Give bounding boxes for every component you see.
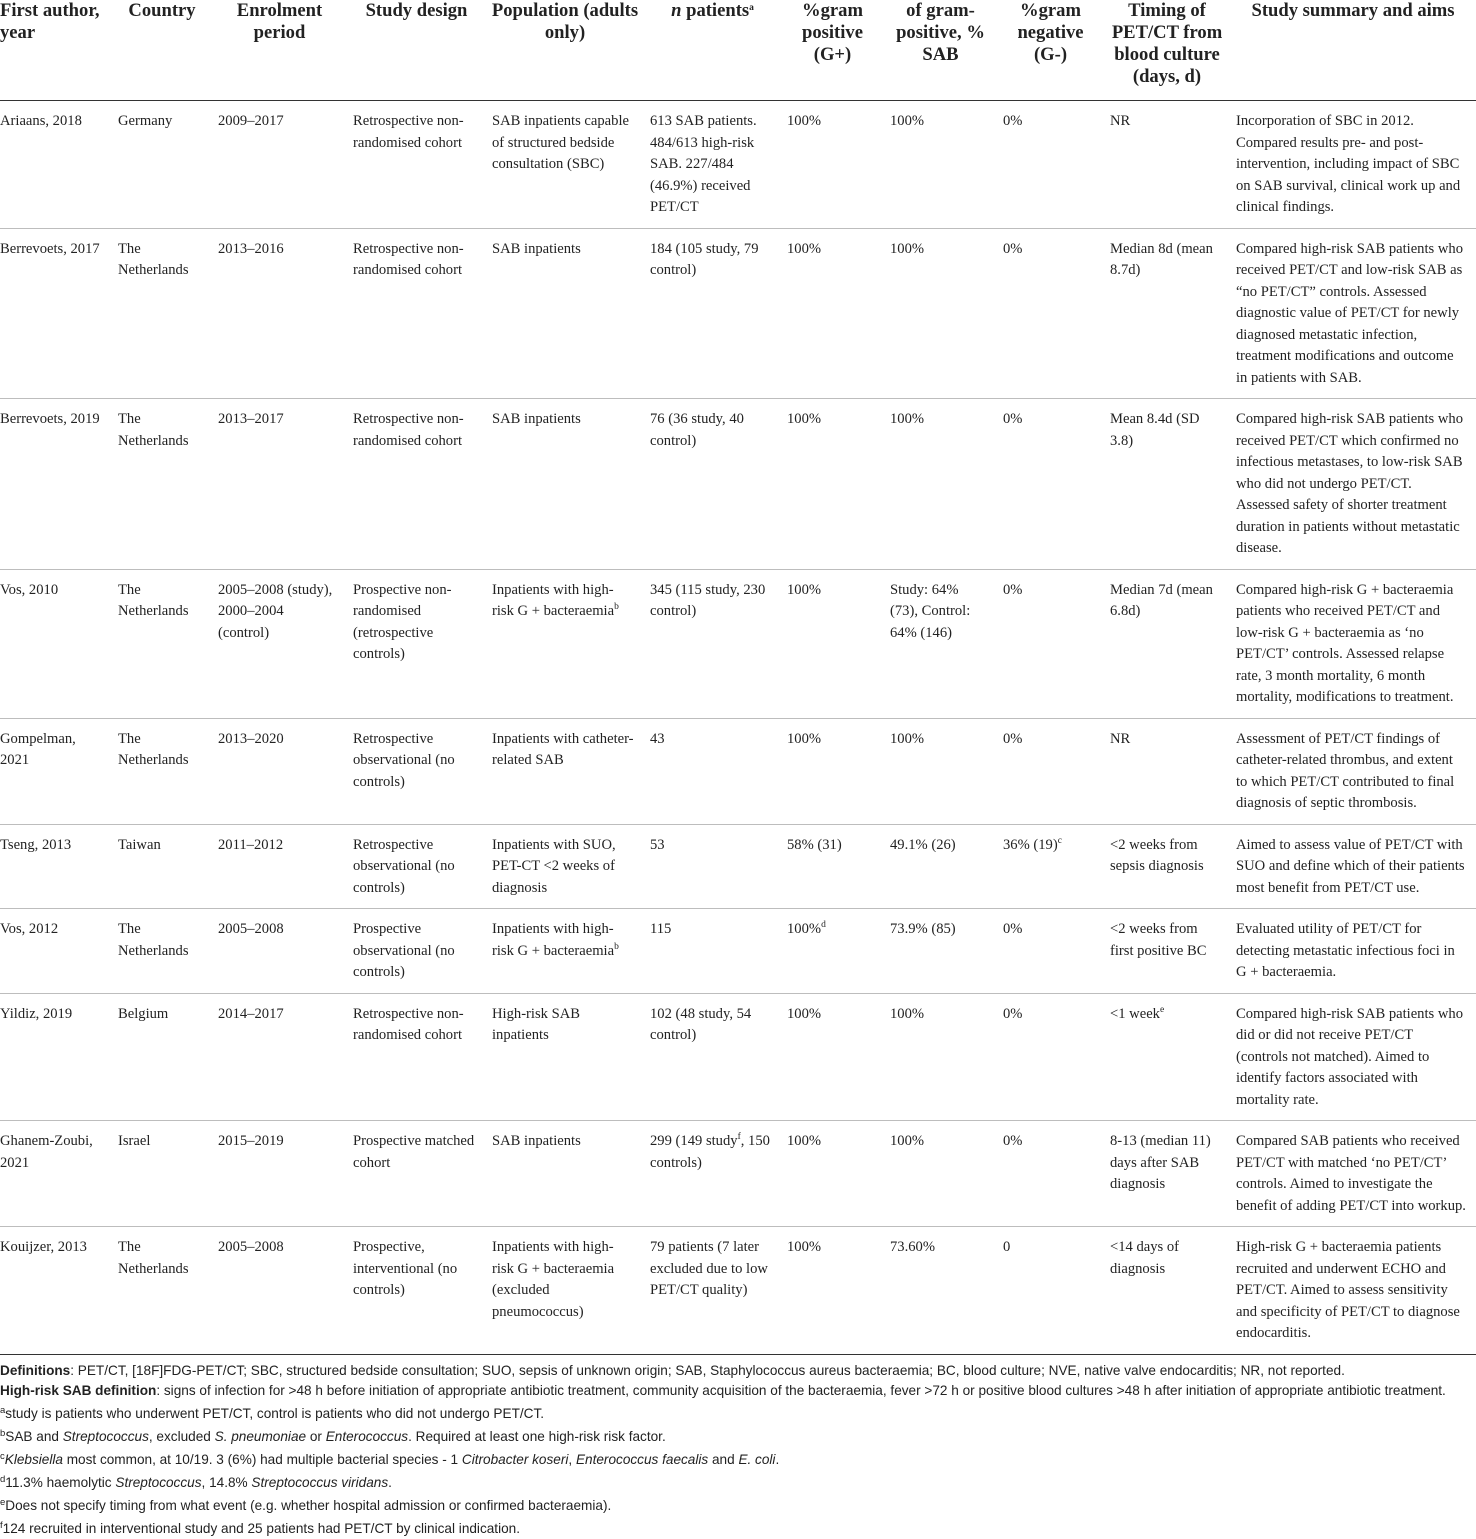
cell-gram-negative xyxy=(997,909,1104,994)
cell-summary xyxy=(1230,101,1476,229)
cell-gram-negative xyxy=(997,824,1104,909)
summary-text: Compared high-risk SAB patients who did or did not receive PET/CT (controls not matched). Aimed to identify factors associated with mortality rate. xyxy=(1236,1005,1463,1108)
cell-gram-positive xyxy=(781,993,884,1121)
cell-country xyxy=(112,1227,212,1355)
cell-gram-negative xyxy=(997,569,1104,718)
country-text: The Netherlands xyxy=(118,730,189,768)
gram-negative-text: 0% xyxy=(1003,921,1023,937)
header-country: Country xyxy=(112,0,212,101)
country-text: Germany xyxy=(118,113,173,129)
footnote-d-text: 11.3% haemolytic xyxy=(5,1474,116,1490)
author-text: Ghanem-Zoubi, 2021 xyxy=(0,1133,93,1171)
cell-gram-negative xyxy=(997,1227,1104,1355)
n-patients-text: 115 xyxy=(650,921,672,937)
cell-gram-positive xyxy=(781,1227,884,1355)
timing-text: Median 8d (mean 8.7d) xyxy=(1110,240,1213,278)
cell-n-patients xyxy=(644,569,781,718)
population-text: SAB inpatients xyxy=(492,411,581,427)
population-text: Inpatients with SUO, PET-CT <2 weeks of diagnosis xyxy=(492,836,616,896)
cell-country xyxy=(112,569,212,718)
design-text: Prospective non-randomised (retrospective controls) xyxy=(353,581,452,662)
country-text: The Netherlands xyxy=(118,921,189,959)
author-text: Yildiz, 2019 xyxy=(0,1005,73,1022)
gram-positive-text: 100% xyxy=(787,1133,822,1149)
cell-gram-negative xyxy=(997,718,1104,824)
population-text: SAB inpatients xyxy=(492,240,581,257)
enrolment-text: 2013–2017 xyxy=(218,411,284,427)
cell-design xyxy=(347,399,486,570)
population-footnote-mark: b xyxy=(614,602,619,612)
gram-positive-footnote-mark: d xyxy=(821,920,826,930)
country-text: The Netherlands xyxy=(118,240,189,278)
gram-positive-text: 58% (31) xyxy=(787,836,842,853)
table-row xyxy=(0,718,1476,824)
gram-positive-text: 100% xyxy=(787,581,822,598)
header-population: Population (adults only) xyxy=(486,0,644,101)
table-row xyxy=(0,824,1476,909)
cell-n-patients xyxy=(644,909,781,994)
cell-timing xyxy=(1104,228,1230,399)
gram-negative-footnote-mark: c xyxy=(1057,835,1062,846)
footnote-d-text: . xyxy=(388,1474,392,1490)
footnote-c-mark: c xyxy=(0,1450,5,1462)
footnote-f xyxy=(0,1516,1474,1539)
cell-enrolment xyxy=(212,993,347,1121)
footnote-c-italic: Klebsiella xyxy=(4,1451,63,1467)
gram-negative-text: 0% xyxy=(1003,1133,1023,1149)
n-patients-text: , 150 controls) xyxy=(650,1133,770,1171)
n-patients-text: 184 (105 study, 79 control) xyxy=(650,240,759,278)
cell-country xyxy=(112,993,212,1121)
footnote-d xyxy=(0,1470,1474,1493)
cell-country xyxy=(112,909,212,994)
table-header xyxy=(0,0,1476,101)
cell-timing xyxy=(1104,399,1230,570)
header-timing: Timing of PET/CT from blood culture (days, d) xyxy=(1104,0,1230,101)
footnote-d-italic: Streptococcus viridans xyxy=(251,1474,389,1490)
footnotes xyxy=(0,1355,1476,1539)
timing-text: NR xyxy=(1110,113,1131,129)
cell-sab xyxy=(884,399,997,570)
cell-enrolment xyxy=(212,101,347,229)
gram-positive-text: 100% xyxy=(787,730,822,747)
timing-text: 8-13 (median 11) days after SAB diagnosis xyxy=(1110,1133,1211,1192)
summary-text: Compared high-risk SAB patients who received PET/CT which confirmed no infectious metastases, to low-risk SAB who did not undergo PET/CT. Assessed safety of shorter treatment duration in patients without metastatic disease. xyxy=(1236,411,1463,556)
cell-country xyxy=(112,228,212,399)
enrolment-text: 2011–2012 xyxy=(218,836,284,853)
cell-design xyxy=(347,1227,486,1355)
cell-timing xyxy=(1104,101,1230,229)
cell-sab xyxy=(884,824,997,909)
footnote-b-italic: S. pneumoniae xyxy=(214,1428,307,1444)
summary-text: Compared high-risk SAB patients who received PET/CT and low-risk SAB as “no PET/CT” controls. Assessed diagnostic value of PET/CT for newly diagnosed metastatic infection, treatment modifications and outcome in patients with SAB. xyxy=(1236,240,1463,386)
cell-n-patients xyxy=(644,399,781,570)
header-sab: of gram-positive, % SAB xyxy=(884,0,997,101)
cell-timing xyxy=(1104,718,1230,824)
footnote-c-text: , xyxy=(568,1451,576,1467)
cell-country xyxy=(112,1121,212,1227)
design-text: Retrospective non-randomised cohort xyxy=(353,1005,464,1043)
author-text: Gompelman, 2021 xyxy=(0,730,76,768)
enrolment-text: 2009–2017 xyxy=(218,113,284,129)
cell-population xyxy=(486,993,644,1121)
n-patients-text: 345 (115 study, 230 control) xyxy=(650,581,766,619)
timing-text: <1 week xyxy=(1110,1005,1160,1022)
footnote-c-italic: Citrobacter koseri xyxy=(461,1451,569,1467)
cell-author xyxy=(0,824,112,909)
cell-enrolment xyxy=(212,1227,347,1355)
population-text: SAB inpatients xyxy=(492,1133,581,1149)
design-text: Prospective, interventional (no controls) xyxy=(353,1239,458,1298)
sab-text: 100% xyxy=(890,113,925,129)
footnote-c-text: and xyxy=(708,1451,739,1467)
header-n-label: patients xyxy=(681,0,750,21)
cell-population xyxy=(486,718,644,824)
cell-gram-positive xyxy=(781,1121,884,1227)
cell-population xyxy=(486,101,644,229)
footnote-a-mark: a xyxy=(0,1404,6,1416)
cell-author xyxy=(0,399,112,570)
cell-author xyxy=(0,228,112,399)
footnote-c xyxy=(0,1447,1474,1470)
table-row xyxy=(0,101,1476,229)
table-row xyxy=(0,569,1476,718)
cell-summary xyxy=(1230,1121,1476,1227)
cell-gram-negative xyxy=(997,228,1104,399)
table-row xyxy=(0,399,1476,570)
cell-author xyxy=(0,993,112,1121)
table-row xyxy=(0,993,1476,1121)
cell-enrolment xyxy=(212,1121,347,1227)
summary-text: Aimed to assess value of PET/CT with SUO and define which of their patients most benefit from PET/CT use. xyxy=(1236,836,1465,896)
gram-negative-text: 0% xyxy=(1003,581,1023,598)
cell-country xyxy=(112,718,212,824)
cell-country xyxy=(112,399,212,570)
country-text: Taiwan xyxy=(118,836,161,853)
cell-timing xyxy=(1104,1121,1230,1227)
cell-n-patients xyxy=(644,718,781,824)
cell-gram-negative xyxy=(997,399,1104,570)
n-patients-text: 43 xyxy=(650,730,665,747)
cell-population xyxy=(486,228,644,399)
high-risk-text: : signs of infection for >48 h before initiation of appropriate antibiotic treatment, community acquisition of the bacteraemia, fever >72 h or positive blood cultures >48 h after initiation of appropriate antibiotic treatment. xyxy=(156,1382,1446,1398)
cell-timing xyxy=(1104,569,1230,718)
gram-negative-text: 0% xyxy=(1003,113,1023,129)
cell-summary xyxy=(1230,228,1476,399)
footnote-d-italic: Streptococcus xyxy=(115,1474,202,1490)
cell-population xyxy=(486,824,644,909)
cell-summary xyxy=(1230,569,1476,718)
n-patients-text: 79 patients (7 later excluded due to low PET/CT quality) xyxy=(650,1239,768,1298)
population-text: High-risk SAB inpatients xyxy=(492,1005,580,1043)
cell-gram-positive xyxy=(781,569,884,718)
footnote-b-text: , excluded xyxy=(148,1428,215,1444)
table-row xyxy=(0,1227,1476,1355)
header-design: Study design xyxy=(347,0,486,101)
gram-negative-text: 36% (19) xyxy=(1003,836,1058,853)
gram-positive-text: 100% xyxy=(787,113,822,129)
cell-population xyxy=(486,1227,644,1355)
header-enrolment: Enrolment period xyxy=(212,0,347,101)
table-body xyxy=(0,101,1476,1355)
cell-design xyxy=(347,824,486,909)
cell-author xyxy=(0,718,112,824)
cell-sab xyxy=(884,718,997,824)
author-text: Vos, 2010 xyxy=(0,581,59,598)
enrolment-text: 2013–2020 xyxy=(218,730,284,747)
gram-positive-text: 100% xyxy=(787,1005,822,1022)
sab-text: 100% xyxy=(890,730,925,747)
footnote-f-mark: f xyxy=(0,1519,3,1531)
cell-enrolment xyxy=(212,824,347,909)
design-text: Retrospective observational (no controls) xyxy=(353,836,455,896)
footnote-definitions xyxy=(0,1361,1474,1381)
footnote-e-text: Does not specify timing from what event (e.g. whether hospital admission or confirmed bacteraemia). xyxy=(5,1497,612,1513)
gram-positive-text: 100% xyxy=(787,411,822,427)
cell-population xyxy=(486,1121,644,1227)
design-text: Retrospective non-randomised cohort xyxy=(353,411,464,449)
design-text: Prospective observational (no controls) xyxy=(353,921,455,980)
cell-enrolment xyxy=(212,909,347,994)
n-patients-text: 613 SAB patients. 484/613 high-risk SAB. 227/484 (46.9%) received PET/CT xyxy=(650,113,757,215)
header-n-footnote-mark: a xyxy=(749,3,754,13)
author-text: Tseng, 2013 xyxy=(0,836,72,853)
sab-text: 100% xyxy=(890,240,925,257)
footnote-d-text: , 14.8% xyxy=(201,1474,252,1490)
population-text: Inpatients with high-risk G + bacteraemia xyxy=(492,921,615,959)
cell-design xyxy=(347,228,486,399)
cell-design xyxy=(347,569,486,718)
cell-sab xyxy=(884,228,997,399)
definitions-text: : PET/CT, [18F]FDG-PET/CT; SBC, structured bedside consultation; SUO, sepsis of unknown origin; SAB, Staphylococcus aureus bacteraemia; BC, blood culture; NVE, native valve endocarditis; NR, not reported. xyxy=(70,1362,1345,1378)
country-text: Belgium xyxy=(118,1005,169,1022)
timing-text: NR xyxy=(1110,730,1131,747)
cell-timing xyxy=(1104,909,1230,994)
cell-country xyxy=(112,824,212,909)
header-row xyxy=(0,0,1476,101)
country-text: The Netherlands xyxy=(118,1239,189,1277)
cell-author xyxy=(0,1121,112,1227)
cell-sab xyxy=(884,101,997,229)
footnote-b-text: or xyxy=(306,1428,326,1444)
cell-enrolment xyxy=(212,718,347,824)
cell-summary xyxy=(1230,824,1476,909)
sab-text: 73.9% (85) xyxy=(890,921,956,937)
timing-text: <2 weeks from sepsis diagnosis xyxy=(1110,836,1204,874)
header-n-italic: n xyxy=(671,0,682,21)
footnote-b-mark: b xyxy=(0,1427,6,1439)
cell-country xyxy=(112,101,212,229)
n-patients-text: 76 (36 study, 40 control) xyxy=(650,411,744,449)
cell-summary xyxy=(1230,399,1476,570)
population-text: SAB inpatients capable of structured bedside consultation (SBC) xyxy=(492,113,629,172)
footnote-c-text: most common, at 10/19. 3 (6%) had multiple bacterial species - 1 xyxy=(62,1451,462,1467)
country-text: Israel xyxy=(118,1133,151,1149)
cell-population xyxy=(486,909,644,994)
author-text: Berrevoets, 2019 xyxy=(0,411,100,427)
cell-author xyxy=(0,569,112,718)
timing-text: <14 days of diagnosis xyxy=(1110,1239,1180,1277)
sab-text: 100% xyxy=(890,1005,925,1022)
cell-timing xyxy=(1104,1227,1230,1355)
footnote-e-mark: e xyxy=(0,1496,6,1508)
cell-n-patients xyxy=(644,228,781,399)
cell-n-patients xyxy=(644,101,781,229)
cell-author xyxy=(0,1227,112,1355)
gram-negative-text: 0 xyxy=(1003,1239,1011,1255)
timing-text: Median 7d (mean 6.8d) xyxy=(1110,581,1213,619)
footnote-f-text: 124 recruited in interventional study and 25 patients had PET/CT by clinical indication. xyxy=(2,1520,521,1536)
cell-enrolment xyxy=(212,399,347,570)
footnote-c-italic: Enterococcus faecalis xyxy=(575,1451,709,1467)
gram-positive-text: 100% xyxy=(787,921,822,937)
timing-text: Mean 8.4d (SD 3.8) xyxy=(1110,411,1200,449)
summary-text: Compared SAB patients who received PET/CT with matched ‘no PET/CT’ controls. Aimed to investigate the benefit of adding PET/CT into workup. xyxy=(1236,1133,1466,1214)
n-patients-text: 53 xyxy=(650,836,665,853)
sab-text: 73.60% xyxy=(890,1239,935,1255)
cell-population xyxy=(486,399,644,570)
high-risk-label: High-risk SAB definition xyxy=(0,1382,157,1398)
cell-n-patients xyxy=(644,824,781,909)
cell-author xyxy=(0,909,112,994)
definitions-label: Definitions xyxy=(0,1362,71,1378)
header-summary: Study summary and aims xyxy=(1230,0,1476,101)
design-text: Retrospective non-randomised cohort xyxy=(353,113,464,151)
sab-text: Study: 64% (73), Control: 64% (146) xyxy=(890,581,971,641)
footnote-c-italic: E. coli xyxy=(738,1451,776,1467)
summary-text: Evaluated utility of PET/CT for detecting metastatic infectious foci in G + bacteraemia. xyxy=(1236,921,1455,980)
table-row xyxy=(0,909,1476,994)
cell-design xyxy=(347,993,486,1121)
enrolment-text: 2015–2019 xyxy=(218,1133,284,1149)
cell-gram-positive xyxy=(781,824,884,909)
header-gram-negative: %gram negative (G-) xyxy=(997,0,1104,101)
cell-design xyxy=(347,101,486,229)
n-patients-footnote-mark: f xyxy=(737,1132,741,1142)
cell-gram-negative xyxy=(997,993,1104,1121)
footnote-b-italic: Enterococcus xyxy=(325,1428,409,1444)
cell-sab xyxy=(884,993,997,1121)
cell-timing xyxy=(1104,824,1230,909)
n-patients-text: 299 (149 study xyxy=(650,1133,738,1149)
footnote-b-italic: Streptococcus xyxy=(62,1428,149,1444)
summary-text: Assessment of PET/CT findings of catheter-related thrombus, and extent to which PET/CT contributed to final diagnosis of septic thrombosis. xyxy=(1236,730,1455,811)
header-gram-positive: %gram positive (G+) xyxy=(781,0,884,101)
cell-sab xyxy=(884,909,997,994)
gram-negative-text: 0% xyxy=(1003,1005,1023,1022)
sab-text: 100% xyxy=(890,1133,925,1149)
timing-text: <2 weeks from first positive BC xyxy=(1110,921,1207,959)
cell-n-patients xyxy=(644,1121,781,1227)
cell-gram-negative xyxy=(997,1121,1104,1227)
author-text: Ariaans, 2018 xyxy=(0,113,82,129)
cell-gram-positive xyxy=(781,718,884,824)
sab-text: 100% xyxy=(890,411,925,427)
cell-sab xyxy=(884,1121,997,1227)
cell-sab xyxy=(884,1227,997,1355)
enrolment-text: 2005–2008 (study), 2000–2004 (control) xyxy=(218,581,333,641)
enrolment-text: 2005–2008 xyxy=(218,1239,284,1255)
cell-n-patients xyxy=(644,993,781,1121)
design-text: Prospective matched cohort xyxy=(353,1133,475,1171)
footnote-b-text: SAB and xyxy=(5,1428,63,1444)
table-row xyxy=(0,228,1476,399)
cell-n-patients xyxy=(644,1227,781,1355)
cell-enrolment xyxy=(212,228,347,399)
header-author: First author, year xyxy=(0,0,112,101)
sab-text: 49.1% (26) xyxy=(890,836,956,853)
enrolment-text: 2013–2016 xyxy=(218,240,284,257)
header-n-patients xyxy=(644,0,781,101)
cell-gram-positive xyxy=(781,228,884,399)
cell-timing xyxy=(1104,993,1230,1121)
summary-text: High-risk G + bacteraemia patients recruited and underwent ECHO and PET/CT. Aimed to assess sensitivity and specificity of PET/CT to diagnose endocarditis. xyxy=(1236,1239,1460,1341)
cell-gram-negative xyxy=(997,101,1104,229)
cell-design xyxy=(347,718,486,824)
population-text: Inpatients with high-risk G + bacteraemia xyxy=(492,581,615,619)
country-text: The Netherlands xyxy=(118,411,189,449)
population-text: Inpatients with catheter-related SAB xyxy=(492,730,634,768)
cell-summary xyxy=(1230,718,1476,824)
footnote-a xyxy=(0,1401,1474,1424)
n-patients-text: 102 (48 study, 54 control) xyxy=(650,1005,752,1043)
cell-sab xyxy=(884,569,997,718)
population-text: Inpatients with high-risk G + bacteraemia (excluded pneumococcus) xyxy=(492,1239,615,1320)
summary-text: Incorporation of SBC in 2012. Compared results pre- and post-intervention, including impact of SBC on SAB survival, clinical work up and clinical findings. xyxy=(1236,113,1461,215)
gram-positive-text: 100% xyxy=(787,1239,822,1255)
enrolment-text: 2005–2008 xyxy=(218,921,284,937)
cell-summary xyxy=(1230,1227,1476,1355)
timing-footnote-mark: e xyxy=(1159,1004,1165,1015)
gram-negative-text: 0% xyxy=(1003,730,1023,747)
cell-author xyxy=(0,101,112,229)
enrolment-text: 2014–2017 xyxy=(218,1005,284,1022)
cell-summary xyxy=(1230,993,1476,1121)
cell-summary xyxy=(1230,909,1476,994)
footnote-b-text: . Required at least one high-risk risk factor. xyxy=(408,1428,666,1444)
footnote-c-text: . xyxy=(775,1451,780,1467)
cell-design xyxy=(347,1121,486,1227)
cell-population xyxy=(486,569,644,718)
cell-gram-positive xyxy=(781,909,884,994)
cell-enrolment xyxy=(212,569,347,718)
gram-negative-text: 0% xyxy=(1003,411,1023,427)
author-text: Vos, 2012 xyxy=(0,921,59,937)
summary-text: Compared high-risk G + bacteraemia patients who received PET/CT and low-risk G + bacteraemia as ‘no PET/CT’ controls. Assessed relapse rate, 3 month mortality, 6 month mortality, modifications to treatment. xyxy=(1236,581,1454,705)
gram-positive-text: 100% xyxy=(787,240,822,257)
design-text: Retrospective non-randomised cohort xyxy=(353,240,464,278)
footnote-e xyxy=(0,1493,1474,1516)
cell-gram-positive xyxy=(781,101,884,229)
author-text: Berrevoets, 2017 xyxy=(0,240,100,257)
population-footnote-mark: b xyxy=(614,941,619,952)
country-text: The Netherlands xyxy=(118,581,189,619)
table-row xyxy=(0,1121,1476,1227)
footnote-a-text: study is patients who underwent PET/CT, control is patients who did not undergo PET/CT. xyxy=(5,1405,545,1421)
footnote-high-risk xyxy=(0,1381,1474,1401)
cell-gram-positive xyxy=(781,399,884,570)
footnote-b xyxy=(0,1424,1474,1447)
gram-negative-text: 0% xyxy=(1003,240,1023,257)
author-text: Kouijzer, 2013 xyxy=(0,1239,87,1255)
design-text: Retrospective observational (no controls) xyxy=(353,730,455,790)
footnote-d-mark: d xyxy=(0,1473,6,1485)
cell-design xyxy=(347,909,486,994)
